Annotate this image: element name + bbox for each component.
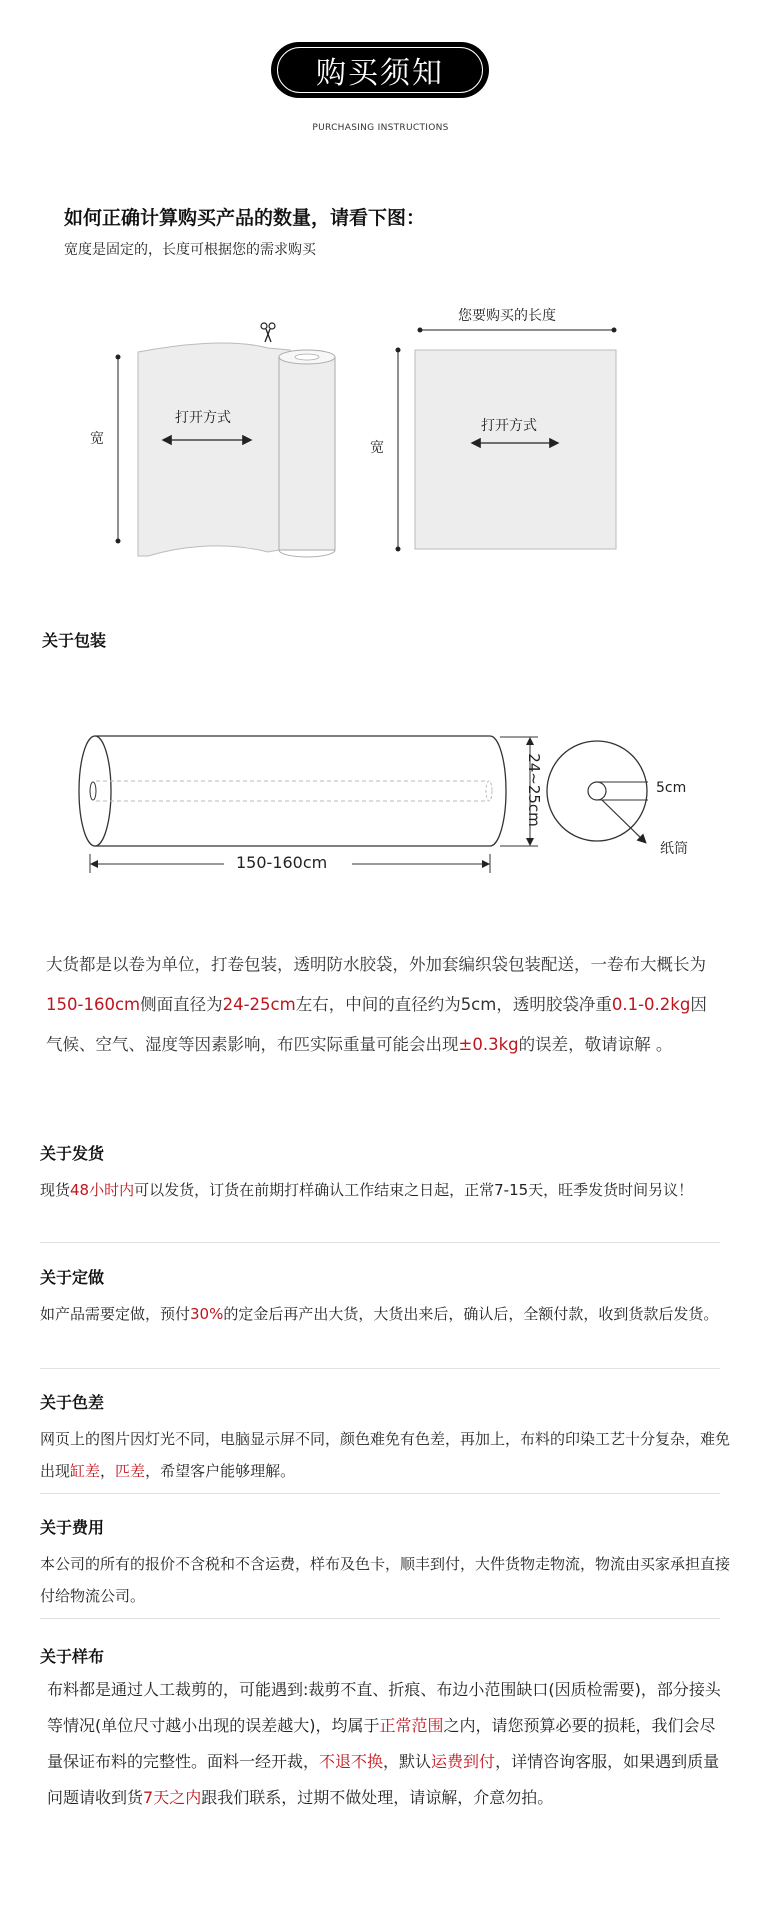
- divider: [40, 1368, 720, 1369]
- text-run: ，希望客户能够理解。: [145, 1462, 296, 1480]
- text-run: 左右，中间的直径约为5cm，透明胶袋净重: [295, 995, 612, 1014]
- text-run: 本公司的所有的报价不含税和不含运费，样布及色卡，顺丰到付，大件货物走物流，物流由买家承担直接付给物流公司。: [40, 1555, 731, 1605]
- highlight-text: 150-160cm: [46, 995, 141, 1014]
- left-open-direction-label: 打开方式: [175, 410, 231, 426]
- color-difference-title: 关于色差: [40, 1393, 105, 1412]
- custom-order-section: [40, 1265, 730, 1330]
- text-run: ，: [100, 1462, 116, 1480]
- text-run: 如产品需要定做，预付: [40, 1305, 191, 1323]
- text-run: 侧面直径为: [140, 995, 223, 1014]
- divider: [40, 1242, 720, 1243]
- fees-title: 关于费用: [40, 1518, 105, 1537]
- divider: [40, 1493, 720, 1494]
- paper-tube-label: 纸筒: [660, 841, 688, 857]
- text-run: 布料都是通过人工裁剪的，可能遇到:裁剪不直、折痕、布边小范围缺口(因质检需要)，部分接头等情况(单位尺寸越小出现的误差越大)，均属于: [47, 1680, 721, 1735]
- text-run: 因气候、空气、湿度等因素影响，布匹实际重量可能会出现: [46, 995, 707, 1054]
- text-run: ，默认: [383, 1752, 432, 1771]
- highlight-text: 运费到付: [431, 1752, 496, 1771]
- divider: [40, 1618, 720, 1619]
- highlight-text: ±0.3kg: [458, 1035, 519, 1054]
- highlight-text: 缸差: [70, 1462, 101, 1480]
- right-open-direction-label: 打开方式: [481, 418, 537, 434]
- fees-section: [40, 1515, 730, 1612]
- highlight-text: 7天之内: [143, 1788, 202, 1807]
- roll-diameter-label: 24~25cm: [525, 753, 543, 827]
- text-run: 大货都是以卷为单位，打卷包装，透明防水胶袋，外加套编织袋包装配送，一卷布大概长为: [46, 955, 706, 974]
- highlight-text: 30%: [190, 1305, 224, 1323]
- text-run: ，详情咨询客服，如果遇到质量问题请收到货: [47, 1752, 720, 1807]
- right-width-label: 宽: [370, 440, 384, 456]
- custom-order-title: 关于定做: [40, 1268, 105, 1287]
- text-run: 之内，请您预算必要的损耗，我们会尽量保证布料的完整性。面料一经开裁，: [47, 1716, 716, 1771]
- color-difference-text: [40, 1423, 730, 1487]
- page-subtitle: PURCHASING INSTRUCTIONS: [312, 123, 449, 133]
- unrolled-fabric-illustration: [116, 343, 336, 557]
- color-difference-section: [40, 1390, 730, 1487]
- scissors-icon: [261, 323, 275, 342]
- shipping-section: [40, 1141, 730, 1206]
- samples-text: [47, 1672, 727, 1816]
- fees-text: [40, 1548, 730, 1612]
- text-run: 可以发货，订货在前期打样确认工作结束之日起，正常7-15天，旺季发货时间另议！: [134, 1181, 694, 1199]
- highlight-text: 不退不换: [319, 1752, 384, 1771]
- packaging-title: 关于包装: [42, 631, 107, 650]
- highlight-text: 匹差: [115, 1462, 146, 1480]
- packaging-description: [46, 945, 716, 1065]
- highlight-text: 正常范围: [379, 1716, 444, 1735]
- left-width-label: 宽: [90, 431, 104, 447]
- shipping-text: [40, 1174, 730, 1206]
- shipping-title: 关于发货: [40, 1144, 105, 1163]
- highlight-text: 48小时内: [70, 1181, 135, 1199]
- page-title: 购买须知: [316, 56, 444, 91]
- roll-length-label: 150-160cm: [236, 853, 328, 872]
- text-run: 的误差，敬请谅解 。: [518, 1035, 673, 1054]
- roll-cross-section-illustration: [547, 741, 648, 842]
- highlight-text: 0.1-0.2kg: [611, 995, 691, 1014]
- highlight-text: 24-25cm: [222, 995, 296, 1014]
- core-diameter-label: 5cm: [656, 780, 687, 796]
- samples-title: 关于样布: [40, 1647, 105, 1666]
- length-label: 您要购买的长度: [458, 308, 556, 324]
- text-run: 跟我们联系，过期不做处理，请谅解，介意勿拍。: [201, 1788, 554, 1807]
- text-run: 现货: [40, 1181, 71, 1199]
- custom-order-text: [40, 1298, 730, 1330]
- text-run: 的定金后再产出大货，大货出来后，确认后，全额付款，收到货款后发货。: [223, 1305, 719, 1323]
- fabric-piece-illustration: [396, 328, 617, 552]
- text-run: 网页上的图片因灯光不同，电脑显示屏不同，颜色难免有色差，再加上，布料的印染工艺十分复杂，难免出现: [40, 1430, 731, 1480]
- how-to-title: 如何正确计算购买产品的数量，请看下图：: [64, 207, 426, 229]
- how-to-subtitle: 宽度是固定的，长度可根据您的需求购买: [64, 242, 316, 258]
